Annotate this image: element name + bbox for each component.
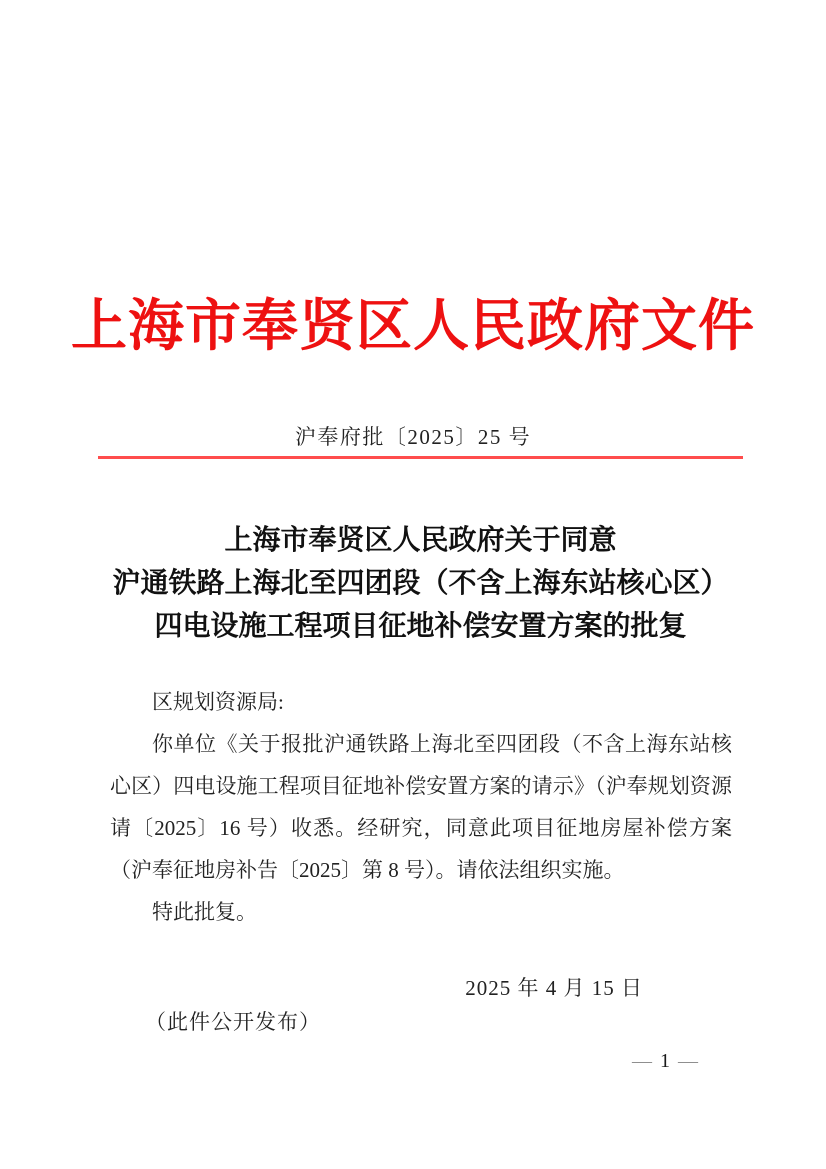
- document-number: 沪奉府批〔2025〕25 号: [294, 425, 532, 449]
- page-number-dash-right: —: [678, 1050, 698, 1072]
- red-separator-line: [98, 456, 743, 459]
- body-paragraph-2: 特此批复。: [152, 900, 257, 924]
- page-number-dash-left: —: [632, 1050, 652, 1072]
- page-number: [624, 1050, 706, 1073]
- document-org-title: 上海市奉贤区人民政府文件: [71, 294, 755, 357]
- body-paragraph-1: 你单位《关于报批沪通铁路上海北至四团段（不含上海东站核心区）四电设施工程项目征地补偿安置方案的请示》（沪奉规划资源请〔2025〕16 号）收悉。经研究，同意此项目征地房屋补偿方案（沪奉征地房补告〔2025〕第 8 号）。请依法组织实施。: [110, 732, 732, 882]
- document-title-line-2: 沪通铁路上海北至四团段（不含上海东站核心区）: [112, 568, 729, 599]
- issue-date: 2025 年 4 月 15 日: [465, 976, 643, 1000]
- page-number-value: 1: [660, 1050, 670, 1072]
- document-title-line-1: 上海市奉贤区人民政府关于同意: [224, 525, 617, 556]
- document-body: [110, 681, 732, 933]
- salutation: 区规划资源局:: [152, 690, 284, 714]
- document-title-line-3: 四电设施工程项目征地补偿安置方案的批复: [154, 611, 687, 642]
- publish-note: （此件公开发布）: [145, 1010, 321, 1034]
- document-title: [98, 519, 743, 648]
